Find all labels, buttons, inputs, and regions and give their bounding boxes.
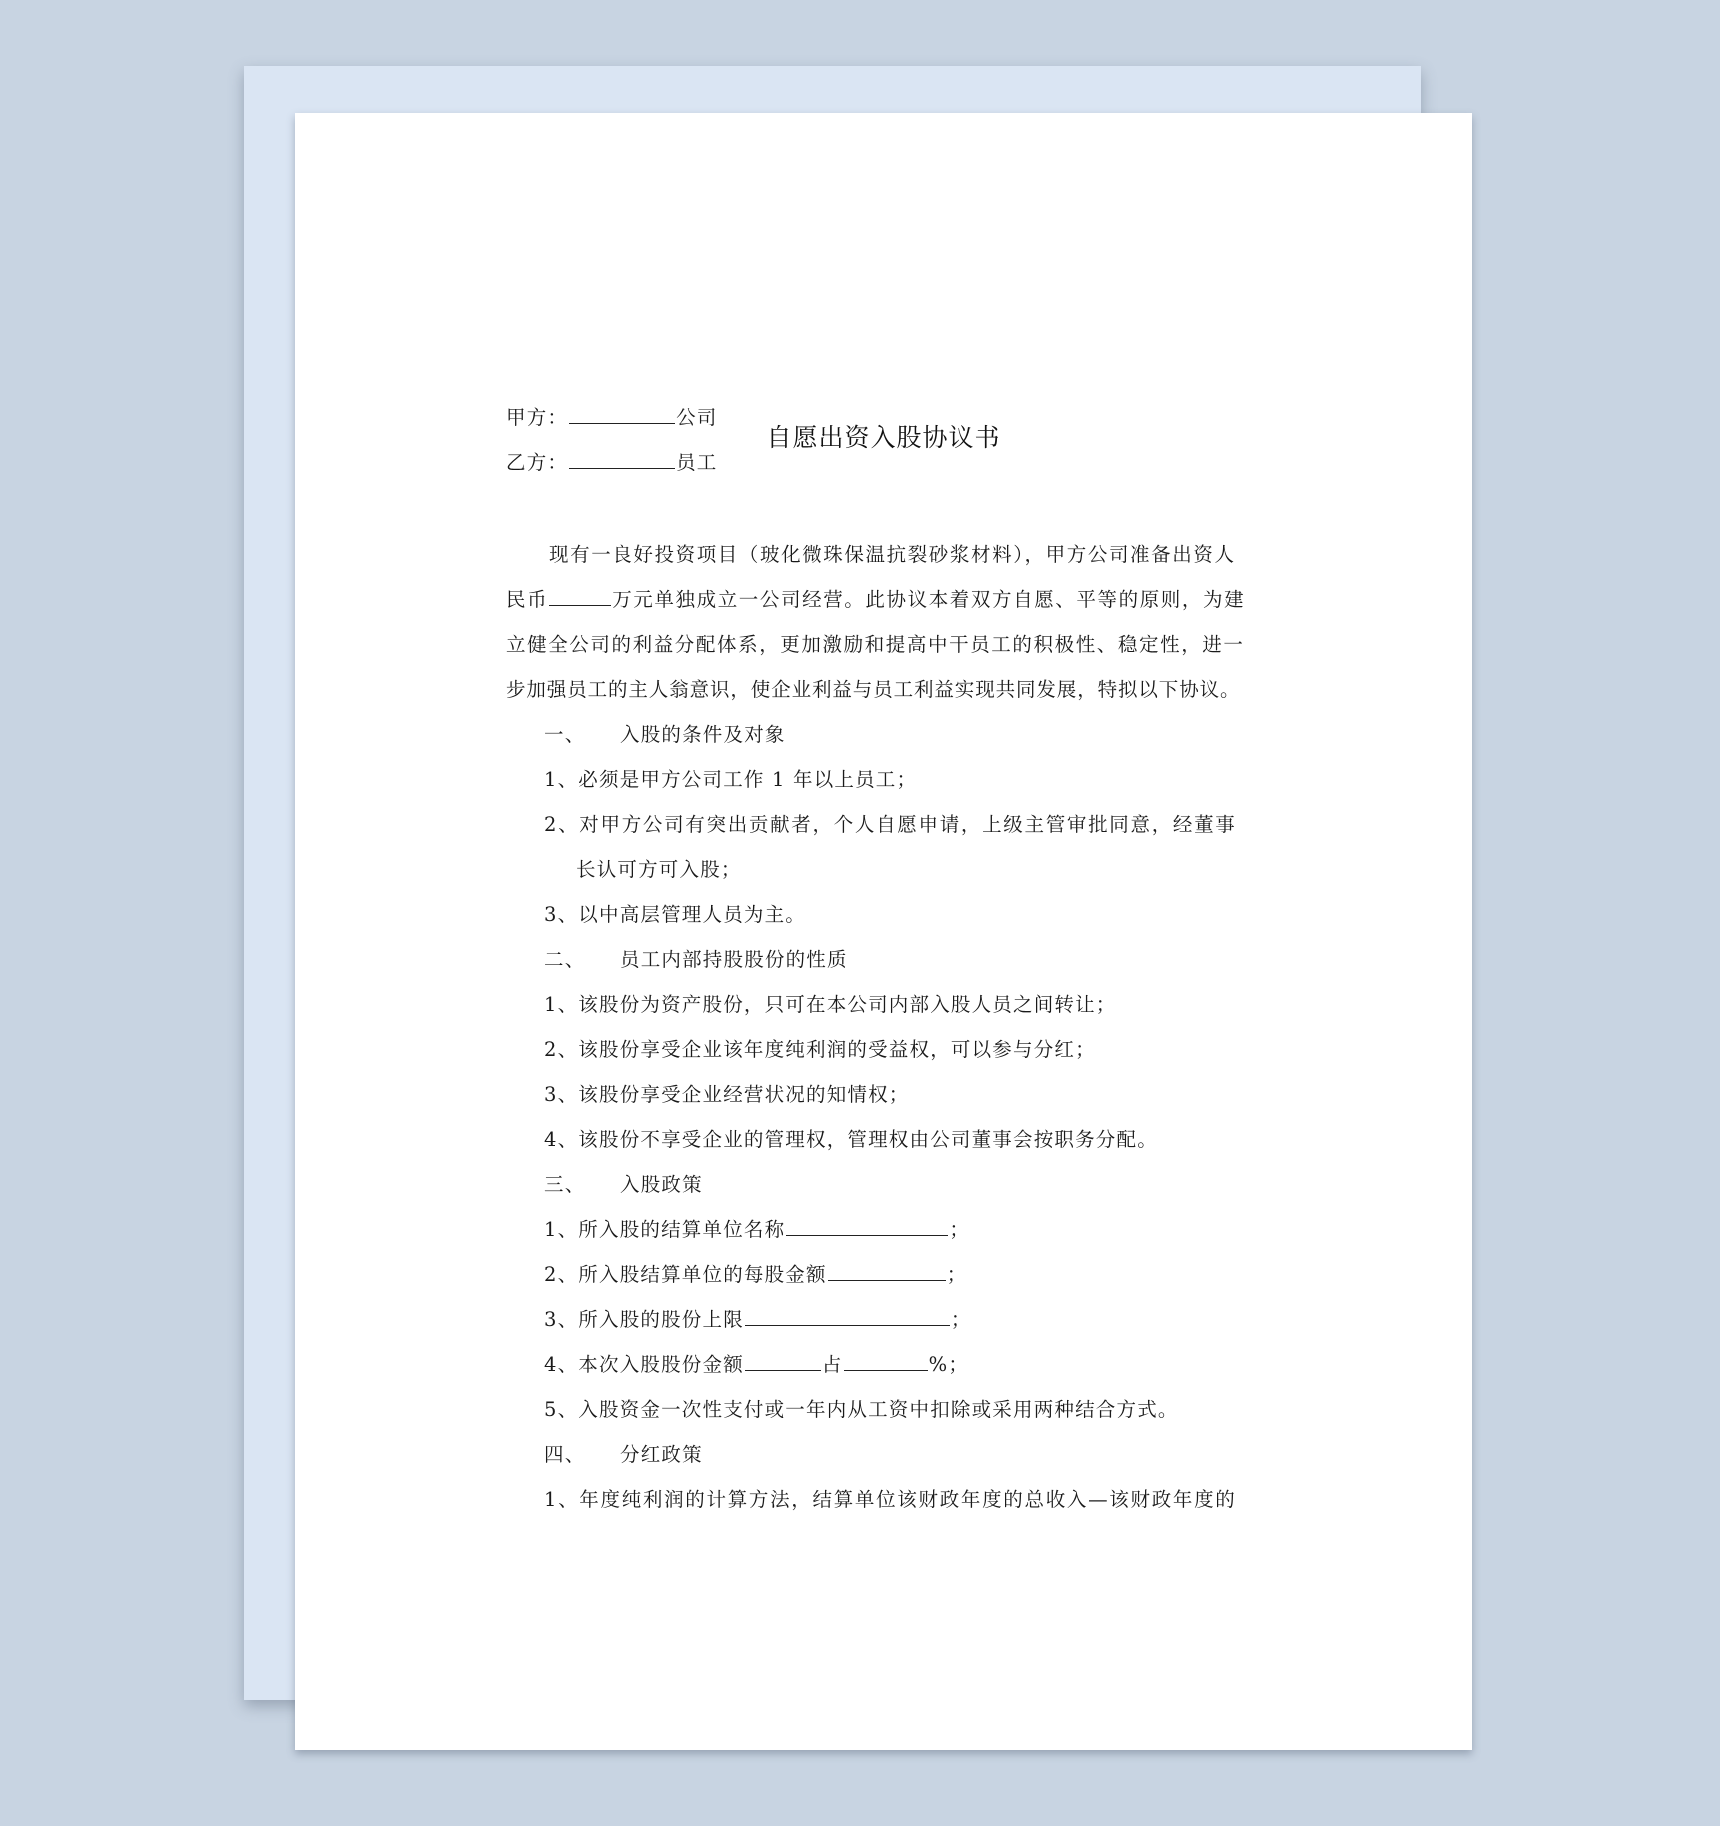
section-2-item-3: 3、该股份享受企业经营状况的知情权； (544, 1083, 910, 1106)
section-1-item-2-cont: 长认可方可入股； (576, 858, 742, 881)
share-percent-blank[interactable] (844, 1350, 928, 1371)
section-3-title: 入股政策 (620, 1173, 703, 1196)
party-a-blank[interactable] (569, 403, 675, 424)
party-b-line (506, 448, 718, 478)
section-2-heading (544, 945, 848, 975)
section-4-number: 四、 (544, 1443, 586, 1466)
intro-line-1: 现有一良好投资项目（玻化微珠保温抗裂砂浆材料），甲方公司准备出资人 (549, 543, 1236, 566)
intro-line-2-prefix: 民币 (506, 588, 549, 611)
item-suffix: %； (928, 1353, 970, 1376)
share-amount-blank[interactable] (745, 1350, 821, 1371)
item-suffix: ； (949, 1218, 971, 1241)
section-3-item-3 (544, 1305, 972, 1335)
section-4-title: 分红政策 (620, 1443, 703, 1466)
section-1-item-3: 3、以中高层管理人员为主。 (544, 903, 807, 926)
intro-line-4: 步加强员工的主人翁意识，使企业利益与员工利益实现共同发展，特拟以下协议。 (506, 678, 1241, 701)
item-label: 1、所入股的结算单位名称 (544, 1218, 786, 1241)
share-limit-blank[interactable] (745, 1305, 950, 1326)
document-title: 自愿出资入股协议书 (766, 423, 1001, 452)
section-1-item-1: 1、必须是甲方公司工作 1 年以上员工； (544, 768, 918, 791)
item-label: 2、所入股结算单位的每股金额 (544, 1263, 827, 1286)
item-suffix: ； (946, 1263, 968, 1286)
amount-per-share-blank[interactable] (828, 1260, 946, 1281)
section-3-item-1 (544, 1215, 970, 1245)
section-4-item-1: 1、年度纯利润的计算方法，结算单位该财政年度的总收入—该财政年度的 (544, 1488, 1237, 1511)
section-3-item-5: 5、入股资金一次性支付或一年内从工资中扣除或采用两种结合方式。 (544, 1398, 1179, 1421)
intro-line-2-suffix: 万元单独成立一公司经营。此协议本着双方自愿、平等的原则，为建 (612, 588, 1246, 611)
item-label: 3、所入股的股份上限 (544, 1308, 744, 1331)
section-4-heading (544, 1440, 703, 1470)
section-1-title: 入股的条件及对象 (620, 723, 786, 746)
section-2-title: 员工内部持股股份的性质 (620, 948, 848, 971)
item-suffix: ； (950, 1308, 972, 1331)
item-label: 4、本次入股股份金额 (544, 1353, 744, 1376)
section-1-number: 一、 (544, 723, 586, 746)
section-1-item-2: 2、对甲方公司有突出贡献者，个人自愿申请，上级主管审批同意，经董事 (544, 813, 1237, 836)
section-3-number: 三、 (544, 1173, 586, 1196)
party-b-suffix: 员工 (676, 451, 718, 474)
section-2-number: 二、 (544, 948, 586, 971)
party-b-label: 乙方： (506, 451, 569, 474)
party-a-line (506, 403, 718, 433)
section-1-heading (544, 720, 786, 750)
document-page (295, 113, 1472, 1750)
capital-amount-blank[interactable] (549, 585, 611, 606)
section-3-item-4 (544, 1350, 969, 1380)
settlement-unit-name-blank[interactable] (786, 1215, 948, 1236)
party-b-blank[interactable] (569, 448, 675, 469)
section-2-item-1: 1、该股份为资产股份，只可在本公司内部入股人员之间转让； (544, 993, 1117, 1016)
party-a-suffix: 公司 (676, 406, 718, 429)
party-a-label: 甲方： (506, 406, 569, 429)
intro-line-2 (506, 585, 1245, 615)
section-2-item-2: 2、该股份享受企业该年度纯利润的受益权，可以参与分红； (544, 1038, 1096, 1061)
intro-line-3: 立健全公司的利益分配体系，更加激励和提高中干员工的积极性、稳定性，进一 (506, 633, 1245, 656)
item-middle: 占 (821, 1353, 843, 1376)
section-2-item-4: 4、该股份不享受企业的管理权，管理权由公司董事会按职务分配。 (544, 1128, 1158, 1151)
section-3-heading (544, 1170, 703, 1200)
section-3-item-2 (544, 1260, 967, 1290)
